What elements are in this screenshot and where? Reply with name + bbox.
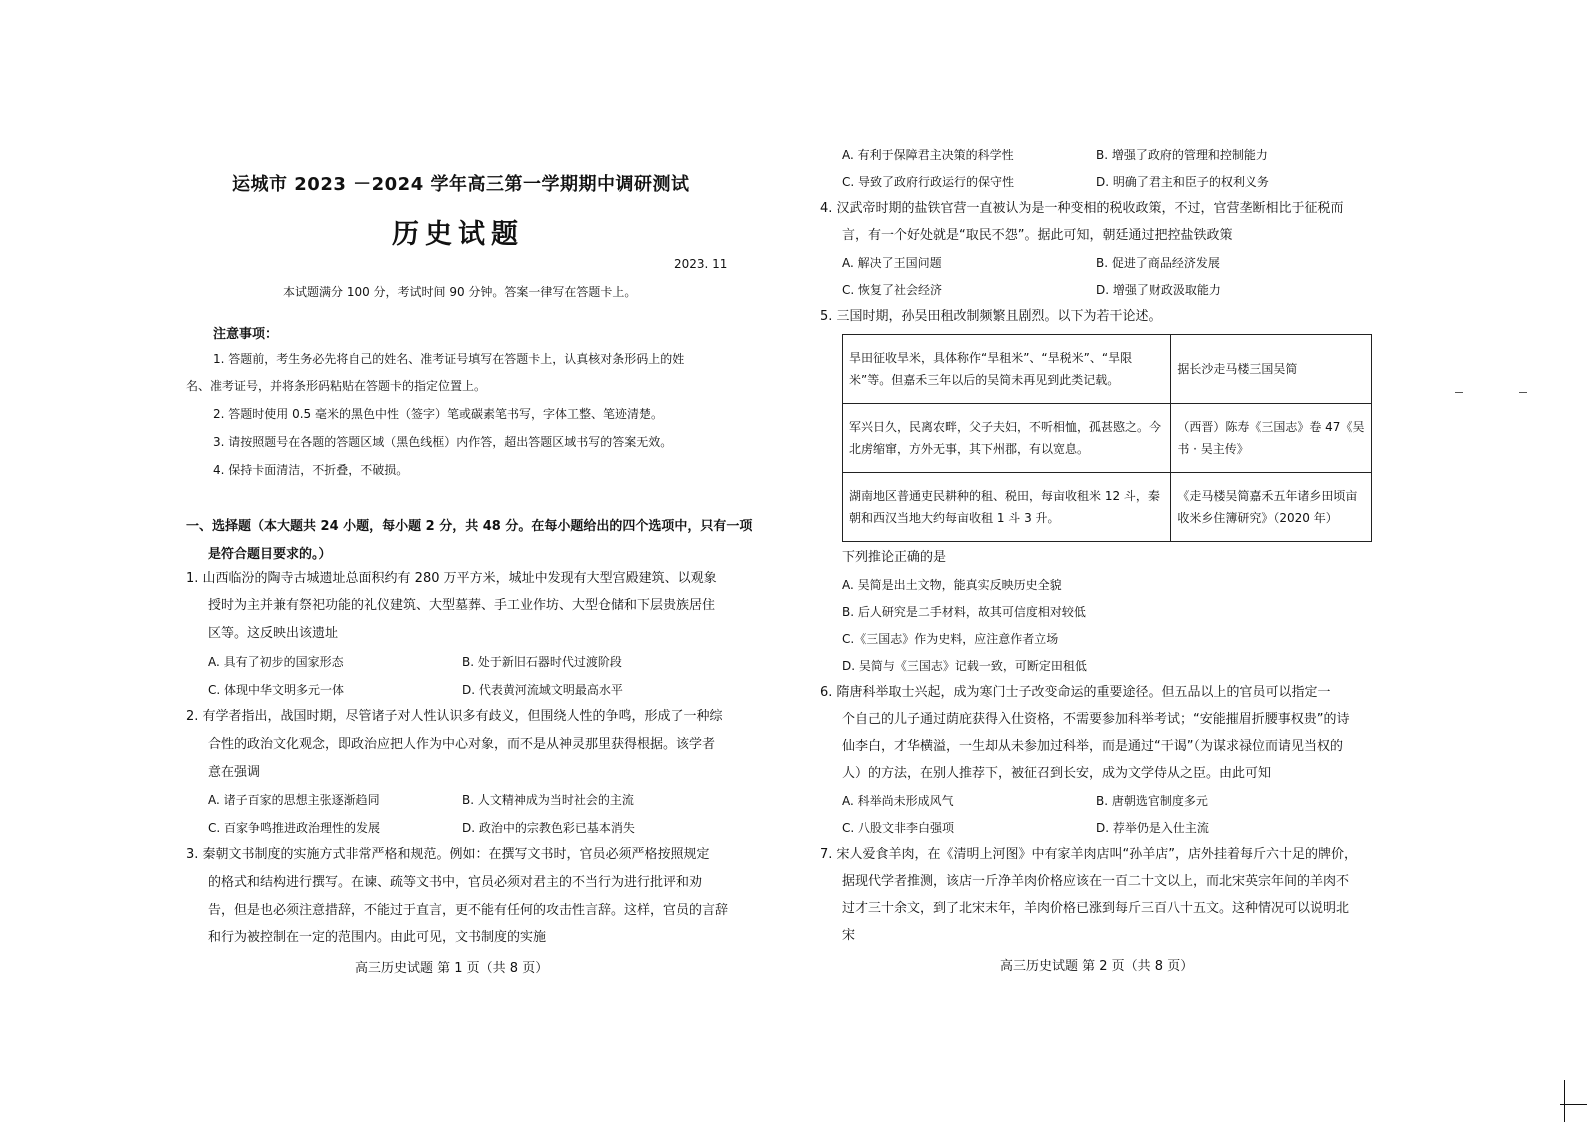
page-footer: 高三历史试题 第 2 页（共 8 页）: [1000, 959, 1194, 974]
table-cell-content: 军兴日久，民离农畔，父子夫妇，不听相恤，孤甚愍之。今北虏缩窜，方外无事，其下州郡，有以宽息。: [843, 404, 1171, 473]
question-5-stem: 下列推论正确的是: [842, 550, 947, 565]
question-2-line: 意在强调: [208, 765, 261, 780]
scan-mark: [1519, 392, 1527, 393]
q1-option-b: B. 处于新旧石器时代过渡阶段: [462, 655, 622, 669]
question-4-line: 言，有一个好处就是“取民不怨”。据此可知，朝廷通过把控盐铁政策: [842, 228, 1233, 243]
q5-option-a: A. 吴简是出土文物，能真实反映历史全貌: [842, 578, 1062, 592]
question-3: 3. 秦朝文书制度的实施方式非常严格和规范。例如：在撰写文书时，官员必须严格按照规定: [186, 847, 710, 862]
table-cell-source: （西晋）陈寿《三国志》卷 47《吴书 · 吴主传》: [1171, 404, 1372, 473]
table-cell-source: 据长沙走马楼三国吴简: [1171, 335, 1372, 404]
q4-option-d: D. 增强了财政汲取能力: [1096, 283, 1221, 297]
section-heading: 一、选择题（本大题共 24 小题，每小题 2 分，共 48 分。在每小题给出的四个选项中，只有一项: [186, 519, 753, 534]
page-footer: 高三历史试题 第 1 页（共 8 页）: [355, 961, 549, 976]
note-line: 3. 请按照题号在各题的答题区域（黑色线框）内作答，超出答题区域书写的答案无效。: [213, 435, 673, 449]
question-6-line: 仙李白，才华横溢，一生却从未参加过科举，而是通过“干谒”（为谋求禄位而请见当权的: [842, 739, 1343, 754]
question-7: 7. 宋人爱食羊肉，在《清明上河图》中有家羊肉店叫“孙羊店”，店外挂着每斤六十足的牌价，: [820, 847, 1358, 862]
scan-mark: [1455, 392, 1463, 393]
q2-option-a: A. 诸子百家的思想主张逐渐趋同: [208, 793, 380, 807]
question-2: 2. 有学者指出，战国时期，尽管诸子对人性认识多有歧义，但围绕人性的争鸣，形成了一种综: [186, 709, 723, 724]
section-heading-cont: 是符合题目要求的。）: [208, 547, 332, 562]
table-row: [843, 404, 1372, 473]
question-1-line: 区等。这反映出该遗址: [208, 626, 339, 641]
table-cell-content: 湖南地区普通吏民耕种的租、税田，每亩收租米 12 斗，秦朝和西汉当地大约每亩收租 1 斗 3 升。: [843, 473, 1171, 542]
q1-option-d: D. 代表黄河流域文明最高水平: [462, 683, 623, 697]
question-4: 4. 汉武帝时期的盐铁官营一直被认为是一种变相的税收政策，不过，官营垄断相比于征税而: [820, 201, 1344, 216]
question-3-line: 和行为被控制在一定的范围内。由此可见，文书制度的实施: [208, 930, 547, 945]
question-2-line: 合性的政治文化观念，即政治应把人作为中心对象，而不是从神灵那里获得根据。该学者: [208, 737, 716, 752]
scan-edge-line: [1564, 1080, 1565, 1122]
q5-option-c: C.《三国志》作为史料，应注意作者立场: [842, 632, 1059, 646]
note-line: 2. 答题时使用 0.5 毫米的黑色中性（签字）笔或碳素笔书写，字体工整、笔迹清楚。: [213, 407, 663, 421]
source-table: [842, 334, 1372, 542]
table-row: [843, 335, 1372, 404]
q1-option-c: C. 体现中华文明多元一体: [208, 683, 345, 697]
question-7-line: 据现代学者推测，该店一斤净羊肉价格应该在一百二十文以上，而北宋英宗年间的羊肉不: [842, 874, 1350, 889]
q4-option-a: A. 解决了王国问题: [842, 256, 942, 270]
note-line: 1. 答题前，考生务必先将自己的姓名、准考证号填写在答题卡上，认真核对条形码上的姓: [213, 352, 685, 366]
note-line: 名、准考证号，并将条形码粘贴在答题卡的指定位置上。: [186, 379, 487, 393]
question-6: 6. 隋唐科举取士兴起，成为寒门士子改变命运的重要途径。但五品以上的官员可以指定一: [820, 685, 1331, 700]
q2-option-b: B. 人文精神成为当时社会的主流: [462, 793, 634, 807]
q2-option-d: D. 政治中的宗教色彩已基本消失: [462, 821, 635, 835]
q4-option-c: C. 恢复了社会经济: [842, 283, 943, 297]
exam-subject-title: 历史试题: [392, 219, 524, 250]
q6-option-c: C. 八股文非李白强项: [842, 821, 955, 835]
notes-heading: 注意事项：: [213, 327, 279, 342]
q4-option-b: B. 促进了商品经济发展: [1096, 256, 1220, 270]
scan-edge-line: [1560, 1104, 1587, 1105]
question-3-line: 的格式和结构进行撰写。在谏、疏等文书中，官员必须对君主的不当行为进行批评和劝: [208, 875, 703, 890]
q2-option-c: C. 百家争鸣推进政治理性的发展: [208, 821, 381, 835]
question-1: 1. 山西临汾的陶寺古城遗址总面积约有 280 万平方米，城址中发现有大型宫殿建筑、以观象: [186, 571, 717, 586]
q5-option-b: B. 后人研究是二手材料，故其可信度相对较低: [842, 605, 1086, 619]
q6-option-d: D. 荐举仍是入仕主流: [1096, 821, 1209, 835]
table-cell-source: 《走马楼吴简嘉禾五年诸乡田顷亩收米乡住簿研究》（2020 年）: [1171, 473, 1372, 542]
note-line: 4. 保持卡面清洁，不折叠，不破损。: [213, 463, 409, 477]
question-6-line: 人）的方法，在别人推荐下，被征召到长安，成为文学侍从之臣。由此可知: [842, 766, 1272, 781]
exam-date: 2023. 11: [674, 257, 728, 271]
q3-option-a: A. 有利于保障君主决策的科学性: [842, 148, 1014, 162]
exam-instructions: 本试题满分 100 分，考试时间 90 分钟。答案一律写在答题卡上。: [283, 285, 637, 299]
q3-option-c: C. 导致了政府行政运行的保守性: [842, 175, 1015, 189]
q3-option-d: D. 明确了君主和臣子的权利义务: [1096, 175, 1269, 189]
q6-option-b: B. 唐朝选官制度多元: [1096, 794, 1208, 808]
q3-option-b: B. 增强了政府的管理和控制能力: [1096, 148, 1268, 162]
q1-option-a: A. 具有了初步的国家形态: [208, 655, 344, 669]
exam-page-1: [0, 0, 793, 1122]
question-7-line: 过才三十余文，到了北宋末年，羊肉价格已涨到每斤三百八十五文。这种情况可以说明北: [842, 901, 1350, 916]
question-3-line: 告，但是也必须注意措辞，不能过于直言，更不能有任何的攻击性言辞。这样，官员的言辞: [208, 903, 729, 918]
table-cell-content: 旱田征收旱米，具体称作“旱租米”、“旱税米”、“旱限米”等。但嘉禾三年以后的吴简未再见到此类记载。: [843, 335, 1171, 404]
exam-title: 运城市 2023 －2024 学年高三第一学期期中调研测试: [232, 174, 690, 195]
question-6-line: 个自己的儿子通过荫庇获得入仕资格，不需要参加科举考试；“安能摧眉折腰事权贵”的诗: [842, 712, 1350, 727]
q6-option-a: A. 科举尚未形成风气: [842, 794, 954, 808]
question-1-line: 授时为主并兼有祭祀功能的礼仪建筑、大型墓葬、手工业作坊、大型仓储和下层贵族居住: [208, 598, 716, 613]
question-5: 5. 三国时期，孙吴田租改制频繁且剧烈。以下为若干论述。: [820, 309, 1162, 324]
question-7-line: 宋: [842, 928, 856, 943]
table-row: [843, 473, 1372, 542]
q5-option-d: D. 吴简与《三国志》记载一致，可断定田租低: [842, 659, 1087, 673]
